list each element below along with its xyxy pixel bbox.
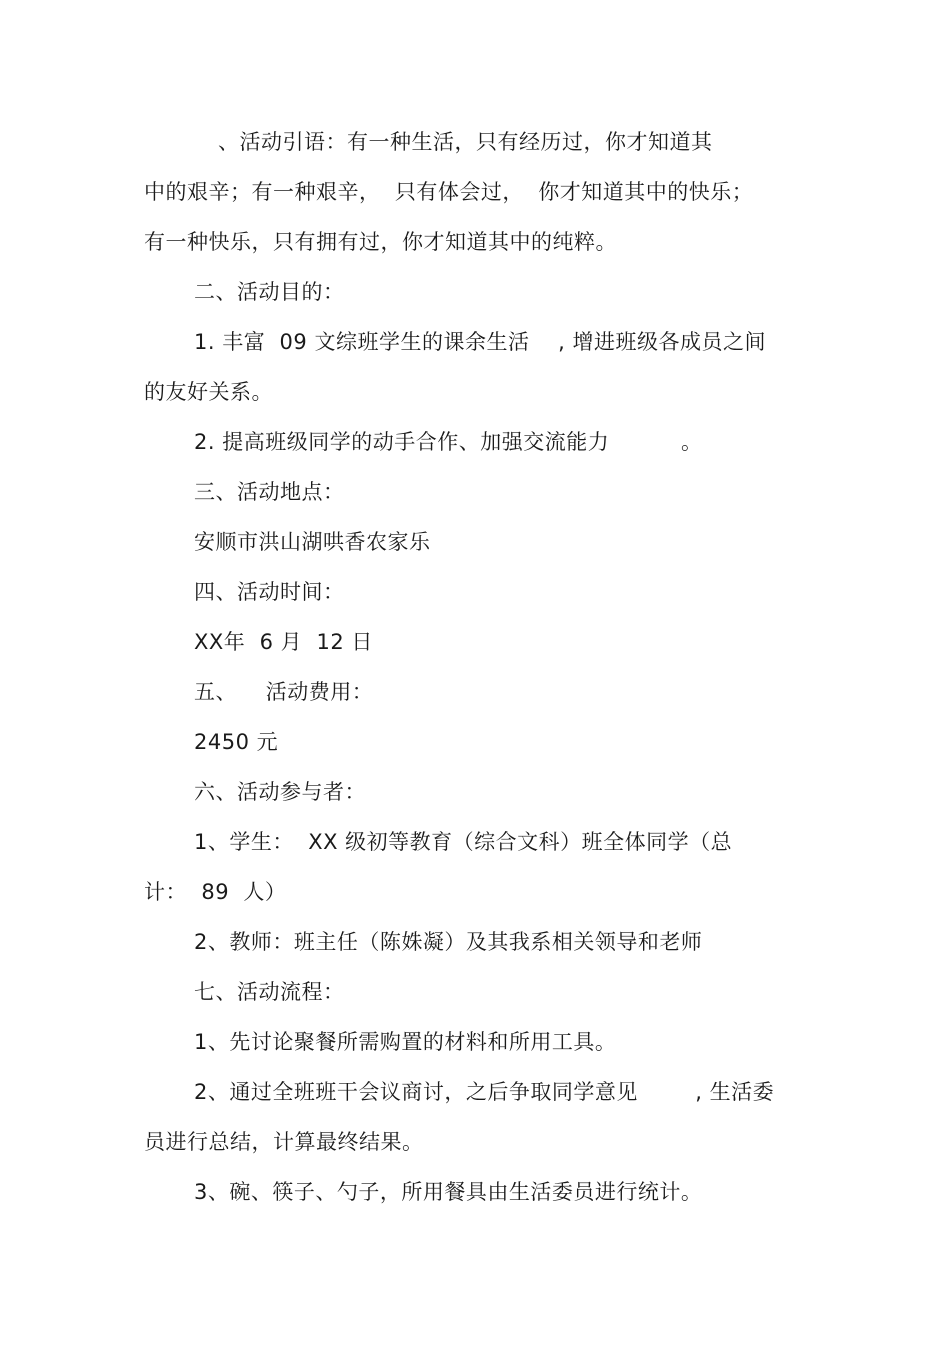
- purpose-item-2: 2. 提高班级同学的动手合作、加强交流能力 。: [194, 430, 703, 454]
- process-step-2-line-1: 2、通过全班班干会议商讨，之后争取同学意见 , 生活委: [194, 1080, 775, 1104]
- intro-line-1: 、活动引语：有一种生活，只有经历过，你才知道其: [218, 130, 713, 154]
- process-step-3: 3、碗、筷子、勺子，所用餐具由生活委员进行统计。: [194, 1180, 703, 1204]
- participants-students-line-1: 1、学生： XX 级初等教育（综合文科）班全体同学（总: [194, 830, 733, 854]
- section-heading-time: 四、活动时间：: [194, 580, 345, 604]
- intro-line-2: 中的艰辛；有一种艰辛， 只有体会过， 你才知道其中的快乐；: [144, 180, 754, 204]
- process-step-2-line-2: 员进行总结，计算最终结果。: [144, 1130, 424, 1154]
- section-heading-cost: 五、 活动费用：: [194, 680, 374, 704]
- section-heading-participants: 六、活动参与者：: [194, 780, 366, 804]
- purpose-item-1-line-2: 的友好关系。: [144, 380, 273, 404]
- purpose-item-1-line-1: 1. 丰富 09 文综班学生的课余生活 , 增进班级各成员之间: [194, 330, 767, 354]
- section-heading-purpose: 二、活动目的：: [194, 280, 345, 304]
- participants-teachers: 2、教师：班主任（陈姝凝）及其我系相关领导和老师: [194, 930, 703, 954]
- section-heading-process: 七、活动流程：: [194, 980, 345, 1004]
- time-text: XX年 6 月 12 日: [194, 630, 373, 654]
- participants-students-line-2: 计： 89 人）: [144, 880, 287, 904]
- location-text: 安顺市洪山湖哄香农家乐: [194, 530, 431, 554]
- process-step-1: 1、先讨论聚餐所需购置的材料和所用工具。: [194, 1030, 617, 1054]
- cost-text: 2450 元: [194, 730, 279, 754]
- intro-line-3: 有一种快乐，只有拥有过，你才知道其中的纯粹。: [144, 230, 617, 254]
- section-heading-location: 三、活动地点：: [194, 480, 345, 504]
